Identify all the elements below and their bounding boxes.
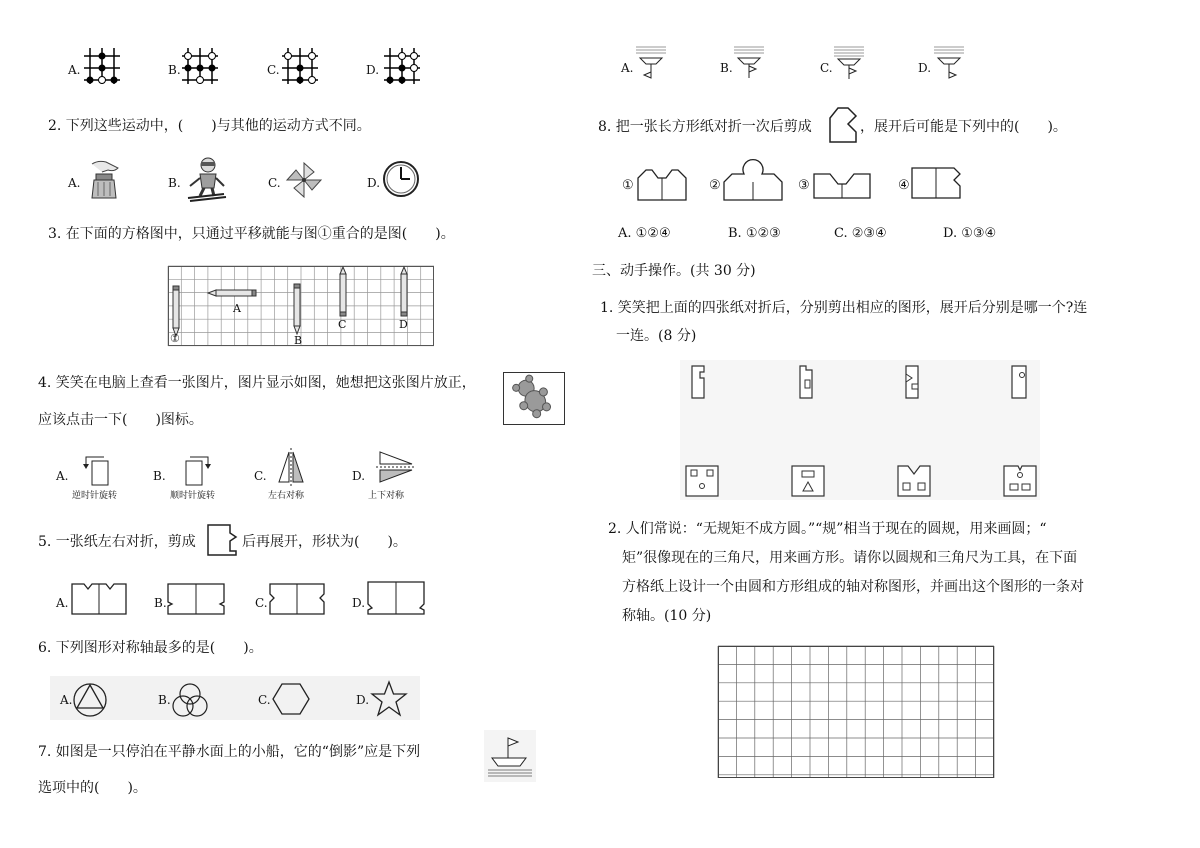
q5-text-a: 5. 一张纸左右对折，剪成	[38, 534, 196, 550]
jar-lid-twist-icon	[84, 158, 124, 200]
unfolded-result-2	[790, 464, 826, 498]
q7-option-b-figure	[732, 44, 766, 84]
q8-shape-3	[812, 170, 872, 200]
q8-option-a: A. ①②④	[618, 226, 671, 241]
q5-option-b-label: B.	[154, 596, 167, 610]
grid-label-a: A	[233, 302, 241, 315]
q8-shape-1-label: ①	[622, 178, 634, 193]
q4-option-c-caption: 左右对称	[268, 491, 305, 501]
flip-horizontal-icon	[276, 448, 306, 486]
skier-icon	[184, 156, 228, 202]
folded-paper-3	[902, 364, 924, 400]
q8-option-b: B. ①②③	[728, 226, 781, 241]
flip-vertical-icon	[376, 450, 416, 484]
q7-option-a-label: A.	[621, 61, 634, 75]
s3-q2-line4: 称轴。(10 分)	[622, 608, 712, 624]
q7-option-c-label: C.	[820, 61, 833, 75]
s3-q2-line1: 2. 人们常说：“无规矩不成方圆。”“规”相当于现在的圆规，用来画圆；“	[608, 521, 1047, 537]
three-circles-icon	[170, 680, 210, 720]
q1-option-d-figure	[382, 46, 422, 86]
q2-option-a-label: A.	[68, 176, 81, 190]
q2-option-c-label: C.	[268, 176, 281, 190]
q6-option-b-label: B.	[158, 693, 171, 707]
q8-option-d: D. ①③④	[943, 226, 997, 241]
grid-label-d: D	[399, 318, 408, 331]
q2-option-b-label: B.	[168, 176, 181, 190]
q5-option-c-label: C.	[255, 596, 268, 610]
q5-cut-shape	[206, 523, 240, 557]
q4-option-c-label: C.	[254, 469, 267, 483]
q8-text-a: 8. 把一张长方形纸对折一次后剪成	[598, 119, 812, 135]
q7-option-d-figure	[932, 44, 966, 84]
q3-text: 3. 在下面的方格图中，只通过平移就能与图①重合的是图( )。	[48, 226, 455, 242]
q4-option-b-label: B.	[153, 469, 166, 483]
q7-text-line1: 7. 如图是一只停泊在平静水面上的小船，它的“倒影”应是下列	[38, 744, 421, 760]
s3-q1-line2: 一连。(8 分)	[616, 328, 697, 344]
unfolded-result-3	[896, 464, 932, 498]
rotate-clockwise-icon	[180, 452, 214, 486]
q5-option-d-label: D.	[352, 596, 366, 610]
drawing-grid-paper[interactable]	[718, 646, 994, 778]
q5-text-b: 后再展开，形状为( )。	[242, 534, 407, 550]
folded-paper-2	[796, 364, 818, 400]
q7-option-b-label: B.	[720, 61, 733, 75]
q8-option-c: C. ②③④	[834, 226, 887, 241]
folded-paper-1	[690, 364, 712, 400]
q4-text-line2: 应该点击一下( )图标。	[38, 412, 203, 428]
q6-option-a-label: A.	[60, 693, 73, 707]
q4-text-line1: 4. 笑笑在电脑上查看一张图片，图片显示如图，她想把这张图片放正，	[38, 375, 476, 391]
unfolded-result-1	[684, 464, 720, 498]
q8-shape-1	[636, 168, 688, 202]
q1-option-d-label: D.	[366, 63, 380, 77]
rotate-counterclockwise-icon	[80, 452, 114, 486]
q8-shape-2-label: ②	[709, 178, 721, 193]
s3-q2-line3: 方格纸上设计一个由圆和方形组成的轴对称图形，并画出这个图形的一条对	[622, 579, 1084, 595]
q5-option-c-shape	[268, 582, 328, 616]
q8-shape-3-label: ③	[798, 178, 810, 193]
q1-option-b-figure	[180, 46, 220, 86]
q8-shape-4	[910, 166, 962, 200]
q1-option-a-figure	[82, 46, 122, 86]
s3-q2-line2: 矩”很像现在的三角尺，用来画方形。请你以圆规和三角尺为工具，在下面	[622, 550, 1078, 566]
q5-option-d-shape	[366, 580, 428, 616]
q7-text-line2: 选项中的( )。	[38, 780, 147, 796]
rotated-teddy-bear-picture	[503, 372, 565, 425]
q6-option-d-label: D.	[356, 693, 370, 707]
q4-option-d-label: D.	[352, 469, 366, 483]
q1-option-c-figure	[280, 46, 320, 86]
hexagon-icon	[272, 682, 310, 716]
q8-cut-shape	[828, 106, 858, 144]
folded-paper-4	[1010, 364, 1032, 400]
q4-option-a-caption: 逆时针旋转	[72, 491, 118, 501]
q7-option-a-figure	[634, 44, 668, 84]
pinwheel-icon	[284, 160, 324, 200]
circle-with-triangle-icon	[72, 682, 108, 718]
unfolded-result-4	[1002, 464, 1038, 498]
q5-option-a-shape	[70, 582, 128, 616]
q1-option-b-label: B.	[168, 63, 181, 77]
star-icon	[370, 680, 408, 718]
q1-option-a-label: A.	[68, 63, 81, 77]
q2-option-d-label: D.	[367, 176, 381, 190]
q2-text: 2. 下列这些运动中，( )与其他的运动方式不同。	[48, 118, 371, 134]
s3-q1-line1: 1. 笑笑把上面的四张纸对折后，分别剪出相应的图形，展开后分别是哪一个?连	[600, 300, 1088, 316]
q8-shape-4-label: ④	[898, 178, 910, 193]
section-3-title: 三、动手操作。(共 30 分)	[592, 263, 756, 279]
q5-option-a-label: A.	[56, 596, 69, 610]
q8-shape-2	[722, 164, 784, 202]
q1-option-c-label: C.	[267, 63, 280, 77]
q7-option-c-figure	[832, 44, 866, 84]
q4-option-a-label: A.	[56, 469, 69, 483]
q5-option-b-shape	[166, 582, 228, 616]
grid-label-b: B	[294, 334, 303, 347]
q7-option-d-label: D.	[918, 61, 932, 75]
clock-icon	[382, 160, 420, 198]
q6-option-c-label: C.	[258, 693, 271, 707]
sailboat-on-water-figure	[484, 730, 536, 782]
q8-text-b: ，展开后可能是下列中的( )。	[860, 119, 1067, 135]
q6-text: 6. 下列图形对称轴最多的是( )。	[38, 640, 263, 656]
q4-option-d-caption: 上下对称	[368, 491, 405, 501]
grid-label-c: C	[338, 318, 347, 331]
q4-option-b-caption: 顺时针旋转	[170, 491, 216, 501]
grid-label-1: ①	[170, 332, 180, 345]
